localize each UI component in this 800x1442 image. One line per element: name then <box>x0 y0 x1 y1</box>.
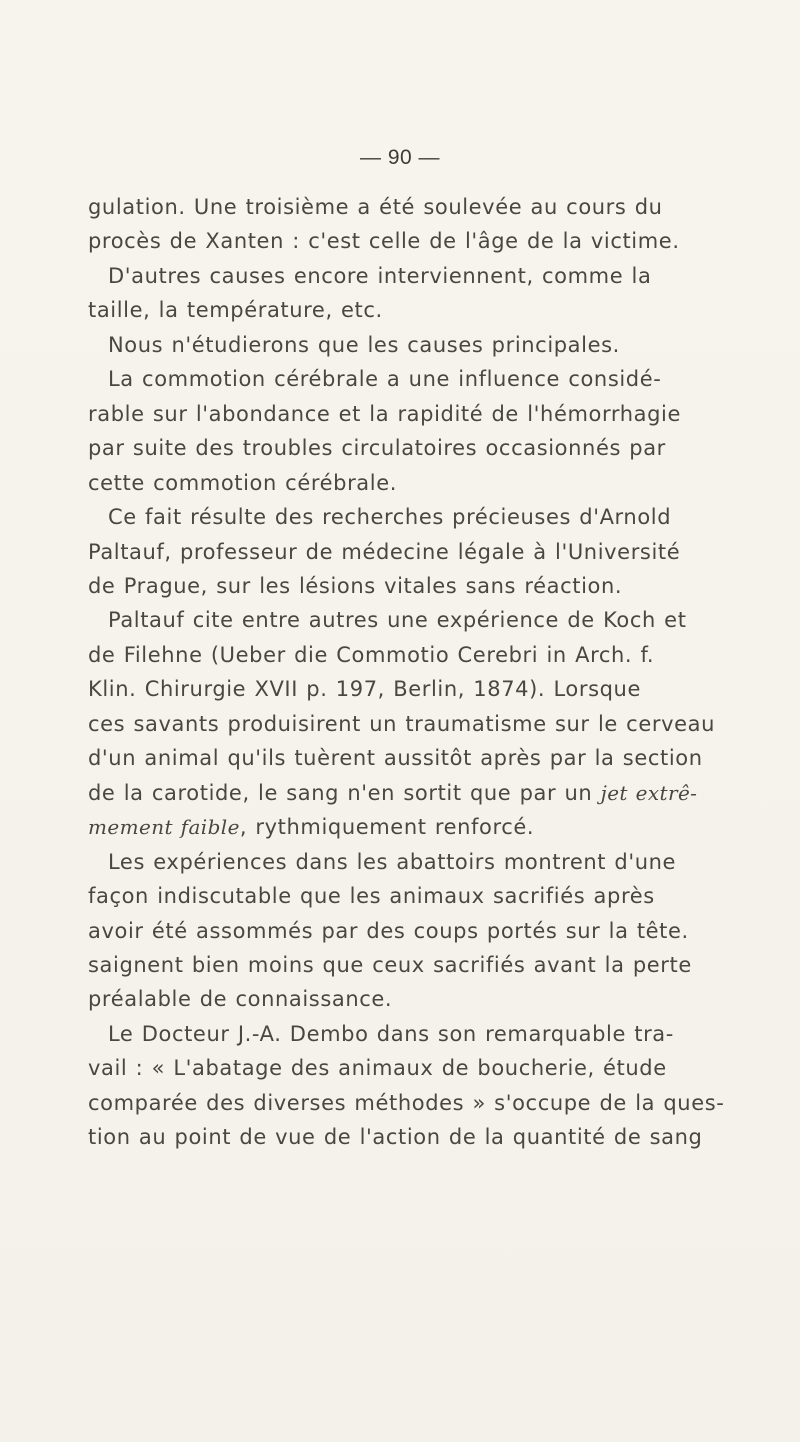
text-line: cette commotion cérébrale. <box>88 470 398 495</box>
text-line: préalable de connaissance. <box>88 987 393 1012</box>
text-line: Ce fait résulte des recherches précieuses d'Arnold <box>108 505 672 530</box>
text-line: d'un animal qu'ils tuèrent aussitôt après par la section <box>88 746 703 771</box>
text-line: Paltauf cite entre autres une expérience de Koch et <box>108 608 687 633</box>
text-line: gulation. Une troisième a été soulevée au cours du <box>88 195 663 219</box>
page-number: — 90 — <box>359 146 441 169</box>
text-fragment: de la carotide, le sang n'en sortit que par un <box>88 780 601 805</box>
text-line: Nous n'étudierons que les causes principales. <box>108 332 620 357</box>
text-line: vail : « L'abatage des animaux de boucherie, étude <box>88 1056 667 1081</box>
italic-fragment: mement faible <box>88 815 240 840</box>
italic-fragment: jet extrê- <box>600 780 698 805</box>
text-line: saignent bien moins que ceux sacrifiés avant la perte <box>88 952 692 977</box>
body-text <box>88 190 725 1155</box>
text-line: taille, la température, etc. <box>88 298 383 323</box>
text-line: façon indiscutable que les animaux sacrifiés après <box>88 884 655 909</box>
text-line <box>88 810 708 844</box>
text-line: par suite des troubles circulatoires occasionnés par <box>88 436 666 461</box>
text-line: ces savants produisirent un traumatisme sur le cerveau <box>88 711 715 736</box>
text-line: procès de Xanten : c'est celle de l'âge de la victime. <box>88 229 680 254</box>
text-line: Le Docteur J.-A. Dembo dans son remarquable tra- <box>108 1021 674 1046</box>
text-fragment: , rythmiquement renforcé. <box>239 815 535 840</box>
text-line: tion au point de vue de l'action de la quantité de sang <box>88 1125 703 1150</box>
text-line: rable sur l'abondance et la rapidité de l'hémorrhagie <box>88 401 681 426</box>
text-line: Les expériences dans les abattoirs montrent d'une <box>108 849 677 874</box>
text-line: avoir été assommés par des coups portés sur la tête. <box>88 918 689 943</box>
text-line: de Prague, sur les lésions vitales sans réaction. <box>88 573 623 598</box>
text-line <box>88 776 708 810</box>
text-line: Paltauf, professeur de médecine légale à l'Université <box>88 539 681 564</box>
text-line: D'autres causes encore interviennent, comme la <box>108 263 652 288</box>
text-line: comparée des diverses méthodes » s'occupe de la ques- <box>88 1090 725 1115</box>
text-line: Klin. Chirurgie XVII p. 197, Berlin, 1874). Lorsque <box>88 677 641 702</box>
text-line: de Filehne (Ueber die Commotio Cerebri in Arch. f. <box>88 642 655 667</box>
text-line: La commotion cérébrale a une influence considé- <box>108 367 662 392</box>
